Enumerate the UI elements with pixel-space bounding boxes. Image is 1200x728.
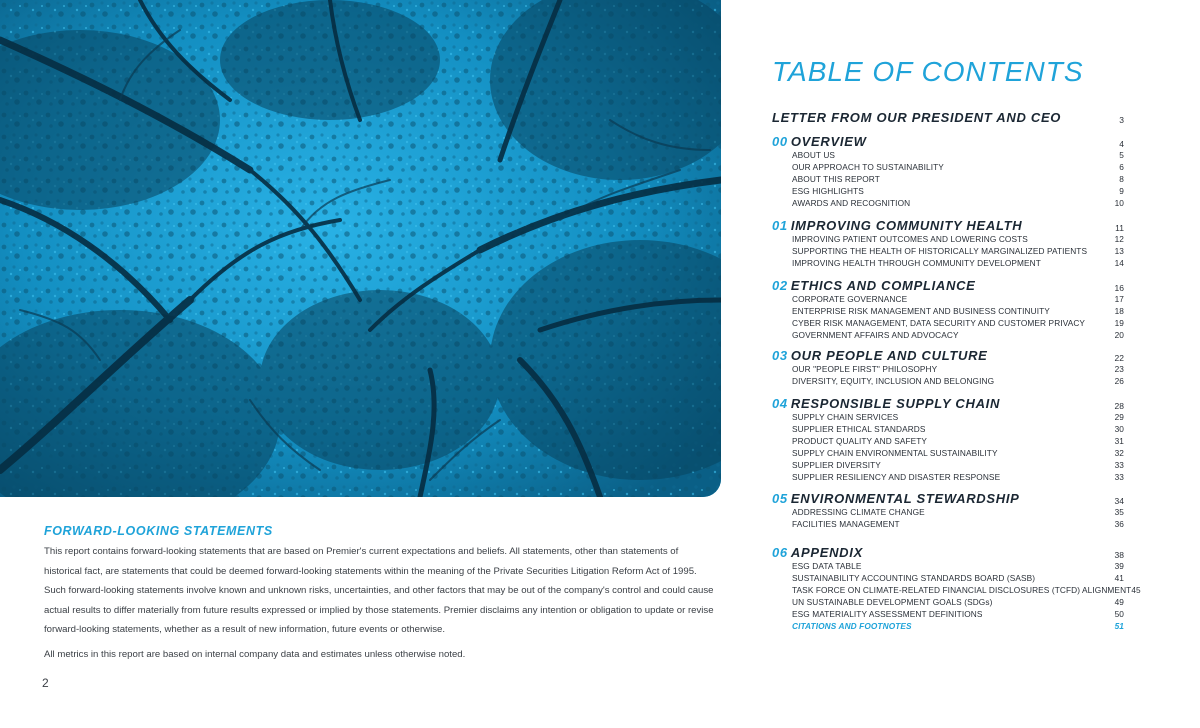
toc-heading-label: 01 IMPROVING COMMUNITY HEALTH [772, 218, 1023, 233]
toc-entry-page: 51 [1114, 620, 1124, 631]
toc-entry[interactable] [792, 573, 1124, 583]
page-ref: 34 [1114, 496, 1124, 506]
toc-entry[interactable] [792, 376, 1124, 386]
toc-section-01[interactable] [772, 218, 1124, 233]
forward-looking-title: FORWARD-LOOKING STATEMENTS [44, 524, 273, 538]
toc-heading-label: 06 APPENDIX [772, 545, 863, 560]
toc-entry[interactable] [792, 306, 1124, 316]
toc-entry[interactable] [792, 318, 1124, 328]
toc-entry-page: 10 [1114, 197, 1124, 208]
toc-entry[interactable] [792, 424, 1124, 434]
page-ref: 3 [1119, 115, 1124, 125]
page-ref: 28 [1114, 401, 1124, 411]
toc-entry[interactable] [792, 198, 1124, 208]
forward-looking-body: This report contains forward-looking statements that are based on Premier's current expectations and beliefs. All statements, other than statements of historical fact, are statements that could be deemed forward-looking statements within the meaning of the Private Securities Litigation Reform Act of 1995. Such forward-looking statements involve known and unknown risks, uncertainties, and other factors that may be out of the company's control and could cause actual results to differ materially from future results expressed or implied by those statements. Premier disclaims any intention or obligation to update or revise forward-looking statements, whether as a result of new information, future events or otherwise. [44, 546, 714, 635]
toc-entry[interactable] [792, 246, 1124, 256]
forest-canopy-photo [0, 0, 721, 497]
toc-entry-label: PRODUCT QUALITY AND SAFETY [792, 435, 928, 446]
page-ref: 16 [1114, 283, 1124, 293]
toc-entry[interactable] [792, 507, 1124, 517]
toc-entry-page: 14 [1114, 257, 1124, 268]
toc-heading-label: LETTER FROM OUR PRESIDENT AND CEO [772, 110, 1062, 125]
toc-entry-page: 32 [1114, 447, 1124, 458]
tree-canopy-icon [0, 0, 721, 497]
toc-entry-label: SUPPLIER ETHICAL STANDARDS [792, 423, 926, 434]
toc-entry-page: 23 [1114, 364, 1124, 374]
toc-entry-label: CYBER RISK MANAGEMENT, DATA SECURITY AND CUSTOMER PRIVACY [792, 317, 1086, 328]
toc-entry[interactable] [792, 234, 1124, 244]
page-ref: 38 [1114, 550, 1124, 560]
section-number: 04 [772, 396, 788, 411]
page-number: 2 [42, 676, 49, 690]
toc-section-04[interactable] [772, 396, 1124, 411]
toc-entry[interactable] [792, 412, 1124, 422]
toc-entry-page: 5 [1119, 150, 1124, 160]
toc-entry-page: 45 [1131, 584, 1141, 595]
toc-heading-label: 02 ETHICS AND COMPLIANCE [772, 278, 976, 293]
toc-entry[interactable] [792, 294, 1124, 304]
section-number: 00 [772, 134, 788, 149]
toc-heading-label: 03 OUR PEOPLE AND CULTURE [772, 348, 988, 363]
toc-heading-label: 05 ENVIRONMENTAL STEWARDSHIP [772, 491, 1020, 506]
toc-letter-from-ceo[interactable] [772, 110, 1124, 125]
toc-entry-page: 12 [1114, 234, 1124, 244]
toc-entry-page: 33 [1114, 459, 1124, 470]
toc-section-02[interactable] [772, 278, 1124, 293]
toc-entry-label: FACILITIES MANAGEMENT [792, 518, 900, 529]
page-ref: 4 [1119, 139, 1124, 149]
toc-entry-page: 13 [1114, 245, 1124, 256]
toc-entry-label: IMPROVING HEALTH THROUGH COMMUNITY DEVELOPMENT [792, 257, 1041, 268]
toc-entry[interactable] [792, 162, 1124, 172]
toc-entry-label: SUSTAINABILITY ACCOUNTING STANDARDS BOARD (SASB) [792, 572, 1036, 583]
toc-section-03[interactable] [772, 348, 1124, 363]
toc-entry-page: 33 [1114, 471, 1124, 482]
toc-entry-page: 20 [1114, 329, 1124, 340]
toc-entry-page: 26 [1114, 375, 1124, 386]
toc-entry-page: 6 [1119, 161, 1124, 172]
toc-entry-label: AWARDS AND RECOGNITION [792, 197, 911, 208]
section-number: 03 [772, 348, 788, 363]
toc-entry[interactable] [792, 436, 1124, 446]
toc-entry-label: SUPPLIER RESILIENCY AND DISASTER RESPONSE [792, 471, 1001, 482]
toc-entry-label: ADDRESSING CLIMATE CHANGE [792, 507, 925, 517]
toc-entry-page: 17 [1114, 294, 1124, 304]
toc-section-05[interactable] [772, 491, 1124, 506]
toc-entry-page: 49 [1114, 596, 1124, 607]
toc-entry-label: IMPROVING PATIENT OUTCOMES AND LOWERING COSTS [792, 234, 1028, 244]
toc-entry-page: 9 [1119, 185, 1124, 196]
section-number: 02 [772, 278, 788, 293]
toc-entry-label: SUPPLY CHAIN SERVICES [792, 412, 899, 422]
toc-entry-page: 30 [1114, 423, 1124, 434]
toc-entry-page: 36 [1114, 518, 1124, 529]
toc-entry-page: 35 [1114, 507, 1124, 517]
toc-entry-page: 8 [1119, 173, 1124, 184]
toc-entry-page: 18 [1114, 305, 1124, 316]
toc-entry-label: TASK FORCE ON CLIMATE-RELATED FINANCIAL DISCLOSURES (TCFD) ALIGNMENT [792, 584, 1132, 595]
toc-section-06[interactable] [772, 545, 1124, 560]
toc-entry-label: UN SUSTAINABLE DEVELOPMENT GOALS (SDGs) [792, 596, 993, 607]
toc-entry[interactable] [792, 258, 1124, 268]
toc-section-00[interactable] [772, 134, 1124, 149]
toc-entry-label: ENTERPRISE RISK MANAGEMENT AND BUSINESS CONTINUITY [792, 305, 1050, 316]
toc-entry-page: 50 [1114, 608, 1124, 619]
toc-entry-label: CORPORATE GOVERNANCE [792, 294, 908, 304]
toc-entry[interactable] [792, 472, 1124, 482]
toc-entry[interactable] [792, 597, 1124, 607]
toc-entry-label: GOVERNMENT AFFAIRS AND ADVOCACY [792, 329, 959, 340]
toc-entry[interactable] [792, 519, 1124, 529]
forward-looking-statements [44, 524, 714, 662]
toc-entry[interactable] [792, 621, 1124, 631]
toc-entry-label: ESG DATA TABLE [792, 561, 862, 571]
toc-entry-label: SUPPORTING THE HEALTH OF HISTORICALLY MARGINALIZED PATIENTS [792, 245, 1088, 256]
section-number: 05 [772, 491, 788, 506]
page-ref: 11 [1115, 223, 1124, 233]
toc-entry[interactable] [792, 460, 1124, 470]
toc-entry-page: 29 [1114, 412, 1124, 422]
toc-entry[interactable] [792, 584, 1141, 595]
toc-entry-label: OUR APPROACH TO SUSTAINABILITY [792, 161, 944, 172]
toc-entry-page: 19 [1114, 317, 1124, 328]
toc-entry-label: ESG HIGHLIGHTS [792, 185, 864, 196]
toc-entry[interactable] [792, 364, 1124, 374]
toc-heading-label: 04 RESPONSIBLE SUPPLY CHAIN [772, 396, 1001, 411]
page-ref: 22 [1114, 353, 1124, 363]
toc-entry-label: DIVERSITY, EQUITY, INCLUSION AND BELONGING [792, 375, 995, 386]
toc-entry-label: ESG MATERIALITY ASSESSMENT DEFINITIONS [792, 608, 983, 619]
toc-entry[interactable] [792, 174, 1124, 184]
toc-entry-page: 41 [1114, 572, 1124, 583]
toc-entry-label: OUR "PEOPLE FIRST" PHILOSOPHY [792, 364, 938, 374]
toc-entry-label: SUPPLY CHAIN ENVIRONMENTAL SUSTAINABILITY [792, 447, 998, 458]
section-number: 06 [772, 545, 788, 560]
toc-entry-page: 39 [1114, 561, 1124, 571]
toc-entry[interactable] [792, 609, 1124, 619]
toc-entry[interactable] [792, 150, 1124, 160]
toc-entry-label: SUPPLIER DIVERSITY [792, 459, 881, 470]
toc-entry-label: ABOUT THIS REPORT [792, 173, 880, 184]
toc-heading-label: 00 OVERVIEW [772, 134, 867, 149]
section-number: 01 [772, 218, 788, 233]
toc-title: TABLE OF CONTENTS [772, 56, 1084, 87]
metrics-note: All metrics in this report are based on internal company data and estimates unless otherwise noted. [44, 648, 466, 660]
toc-entry-label: CITATIONS AND FOOTNOTES [792, 620, 912, 631]
toc-entry[interactable] [792, 330, 1124, 340]
toc-entry[interactable] [792, 448, 1124, 458]
toc-entry[interactable] [792, 186, 1124, 196]
toc-entry[interactable] [792, 561, 1124, 571]
toc-entry-label: ABOUT US [792, 150, 836, 160]
toc-entry-page: 31 [1114, 435, 1124, 446]
